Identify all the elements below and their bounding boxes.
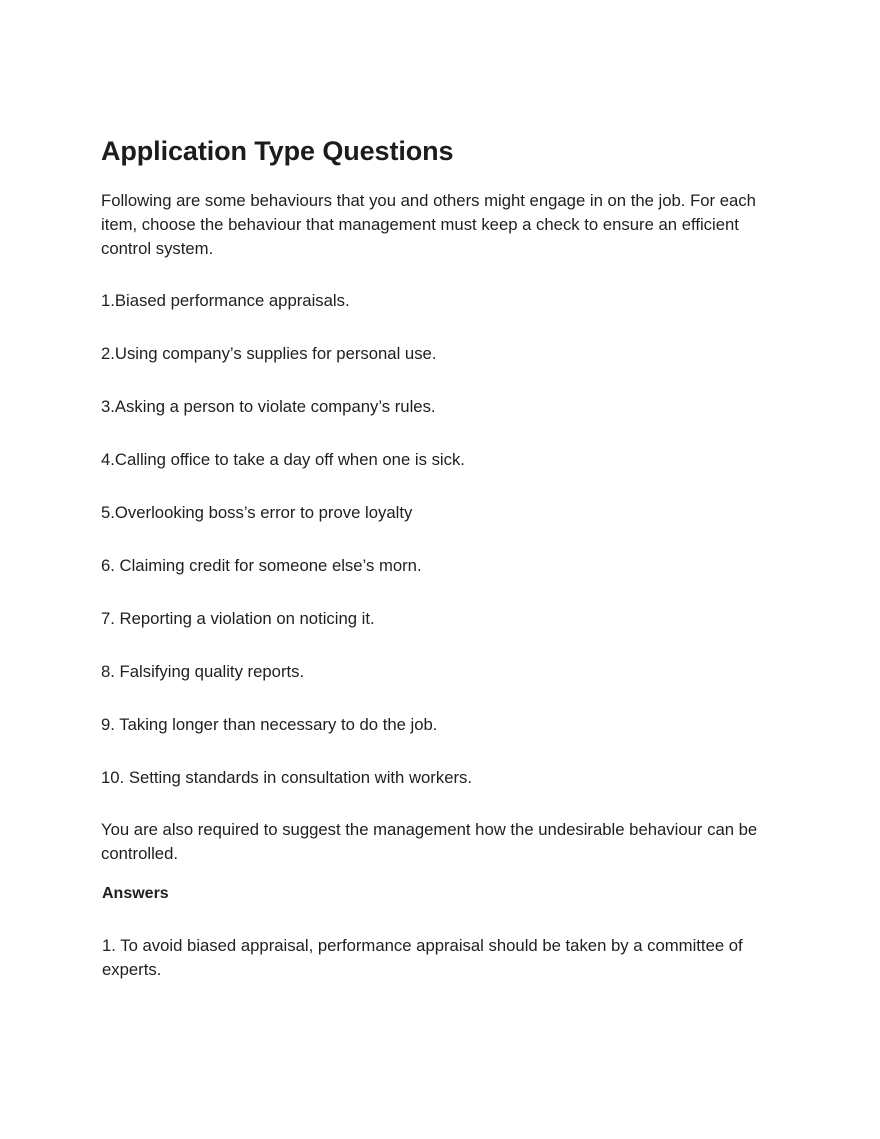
closing-paragraph: You are also required to suggest the management how the undesirable behaviour can be controlled. [101,820,758,863]
answer-item-1: 1. To avoid biased appraisal, performance appraisal should be taken by a committee of experts. [102,936,743,979]
question-item-10: 10. Setting standards in consultation with workers. [101,768,473,787]
question-item-3: 3.Asking a person to violate company’s rules. [101,397,436,416]
page-title: Application Type Questions [101,136,454,166]
document-page [101,134,781,982]
question-item-4: 4.Calling office to take a day off when one is sick. [101,450,465,469]
question-item-8: 8. Falsifying quality reports. [101,662,305,681]
question-item-9: 9. Taking longer than necessary to do the job. [101,715,438,734]
question-item-6: 6. Claiming credit for someone else’s morn. [101,556,422,575]
question-item-2: 2.Using company’s supplies for personal use. [101,344,437,363]
question-list [101,289,781,790]
intro-paragraph: Following are some behaviours that you and others might engage in on the job. For each item, choose the behaviour that management must keep a check to ensure an efficient control system. [101,191,756,258]
question-item-7: 7. Reporting a violation on noticing it. [101,609,375,628]
answers-heading: Answers [102,885,169,902]
question-item-1: 1.Biased performance appraisals. [101,291,350,310]
question-item-5: 5.Overlooking boss’s error to prove loyalty [101,503,413,522]
